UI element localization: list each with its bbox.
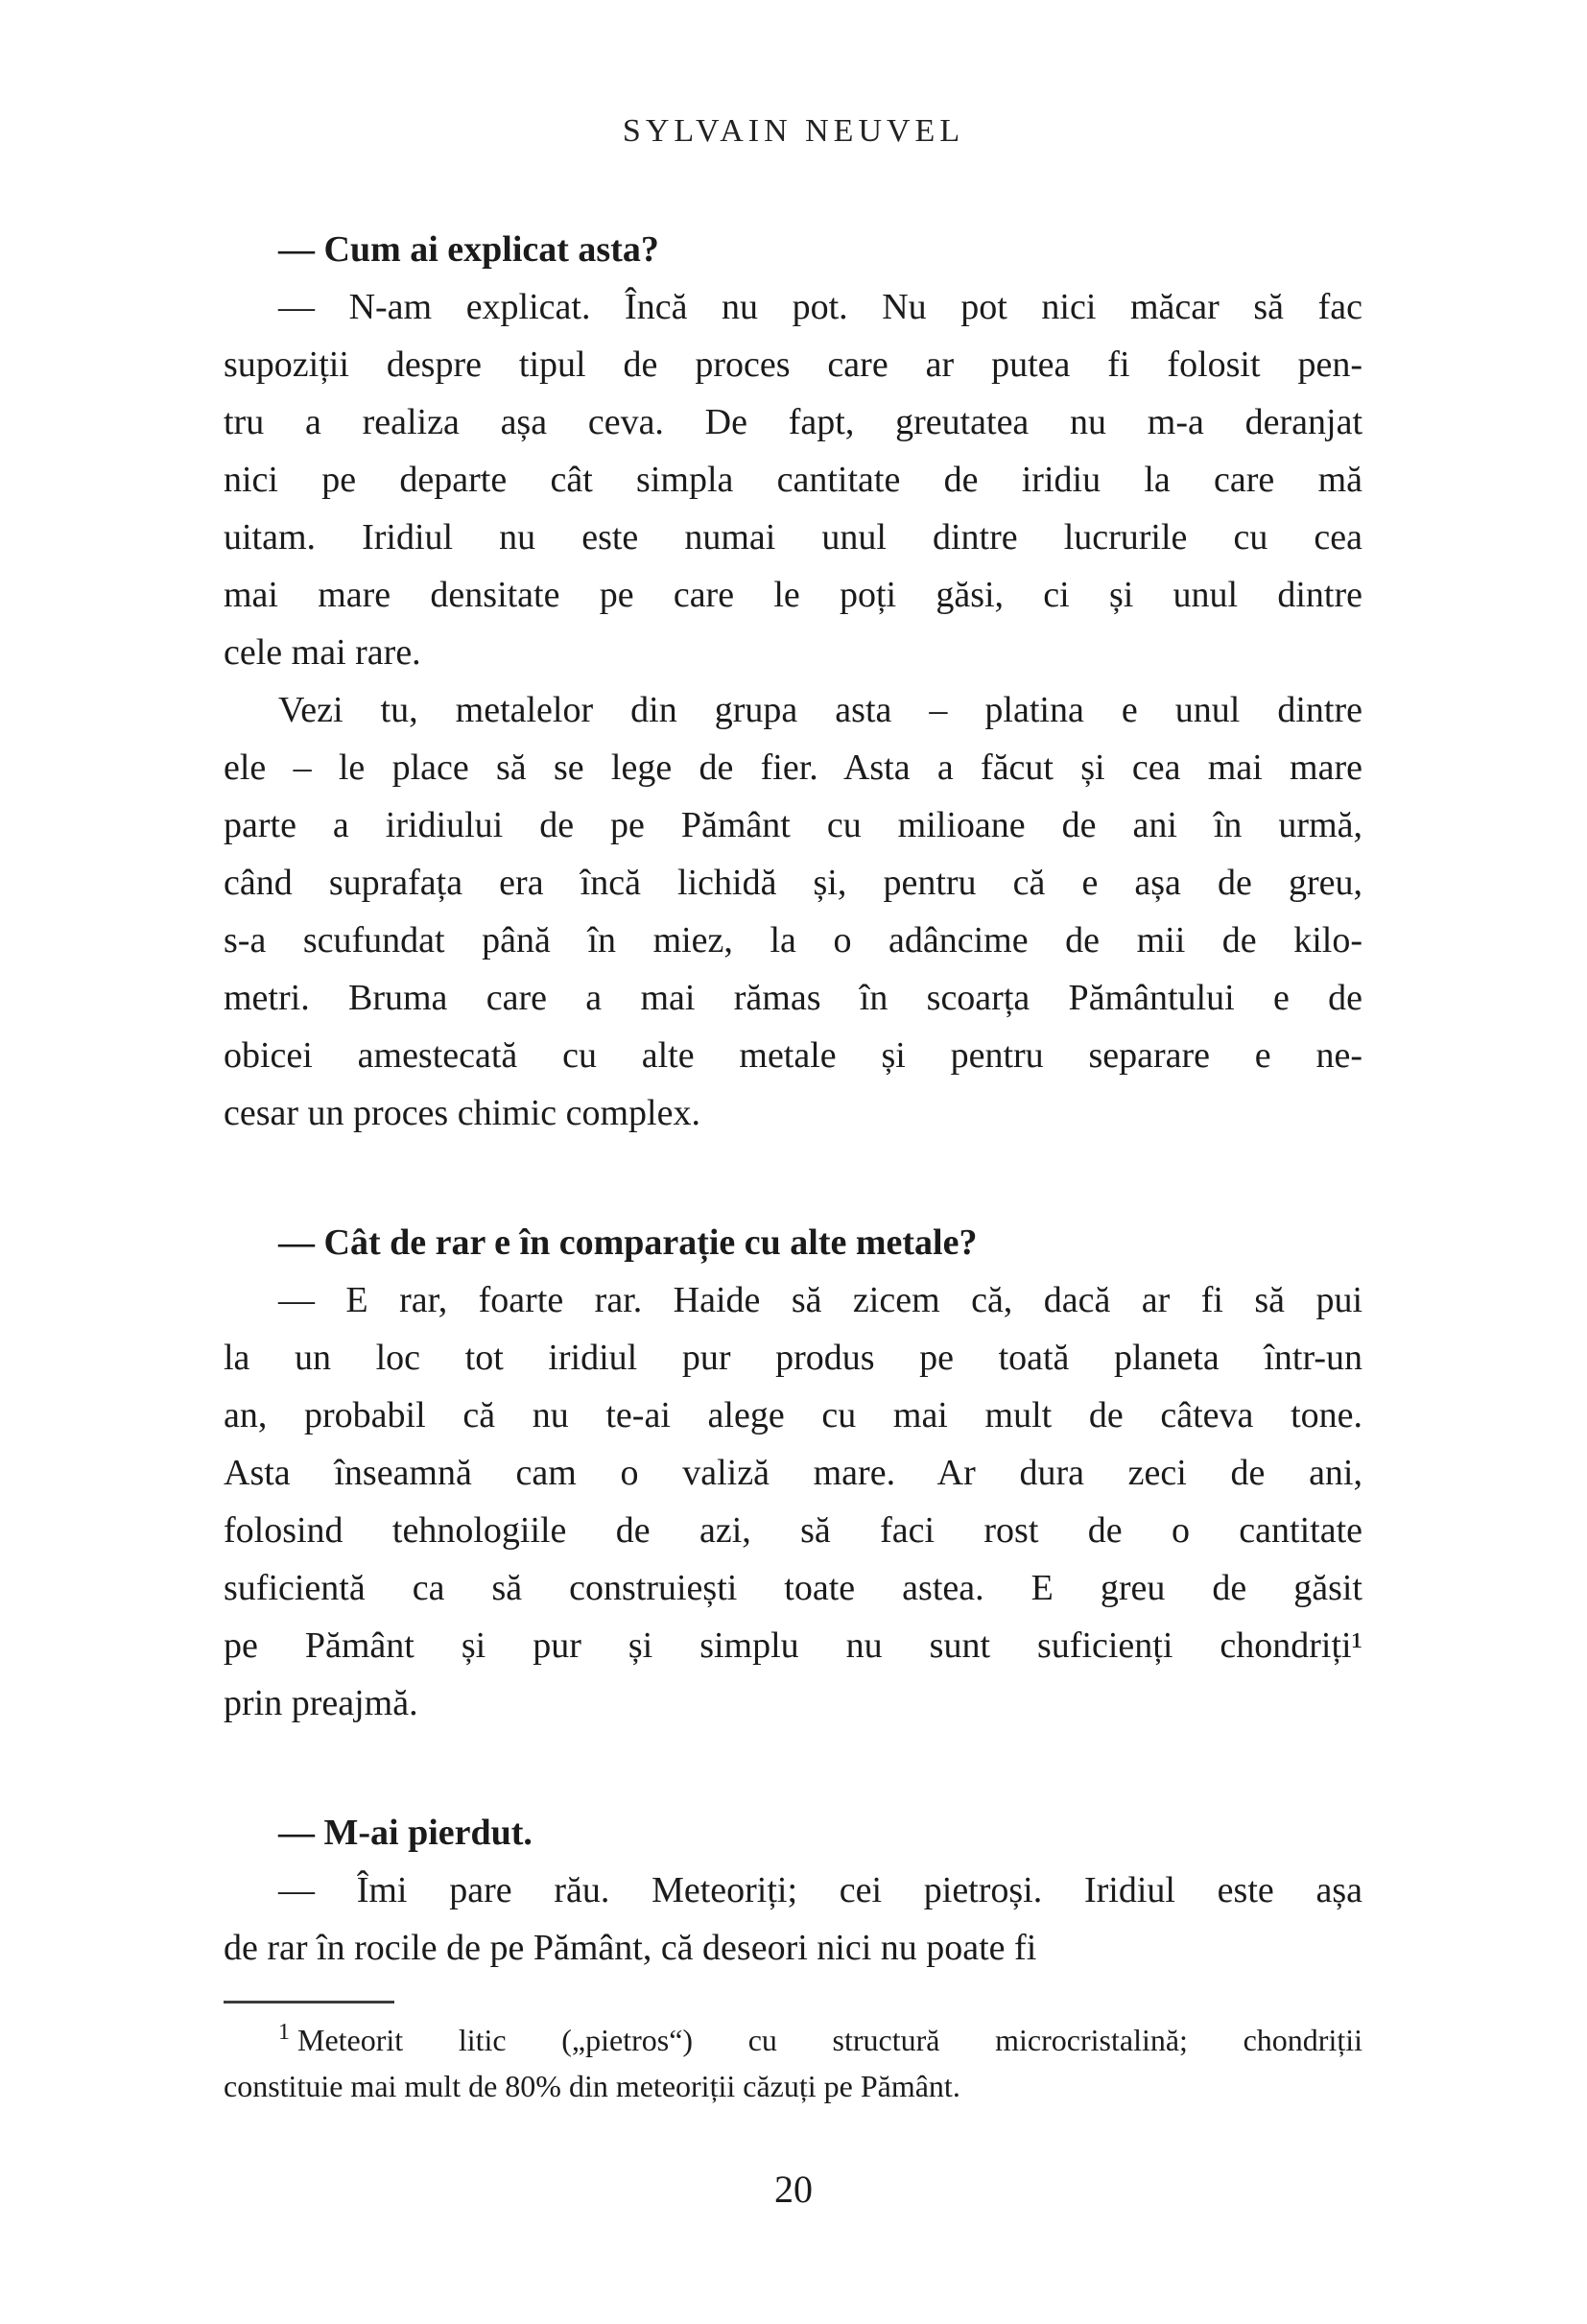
text-line: — N-am explicat. Încă nu pot. Nu pot nici măcar să fac (278, 287, 1362, 327)
text-line: ele – le place să se lege de fier. Asta a făcut și cea mai mare (224, 747, 1362, 788)
dialogue-heading-line: — M-ai pierdut. (278, 1813, 533, 1853)
text-line: la un loc tot iridiul pur produs pe toată planeta într-un (224, 1338, 1362, 1378)
text-line: tru a realiza așa ceva. De fapt, greutatea nu m-a deranjat (224, 402, 1362, 442)
text-line: nici pe departe cât simpla cantitate de iridiu la care mă (224, 460, 1362, 500)
dialogue-heading-line: — Cum ai explicat asta? (278, 229, 659, 270)
text-line: cele mai rare. (224, 632, 421, 673)
text-line: prin preajmă. (224, 1683, 418, 1723)
footnote-rule (224, 2001, 394, 2004)
dialogue-heading-line: — Cât de rar e în comparație cu alte metale? (278, 1222, 978, 1263)
text-line: — E rar, foarte rar. Haide să zicem că, dacă ar fi să pui (278, 1280, 1362, 1320)
footnote-line: constituie mai mult de 80% din meteoriții căzuți pe Pământ. (224, 2069, 960, 2103)
text-line: — Îmi pare rău. Meteoriți; cei pietroși. Iridiul este așa (278, 1870, 1362, 1910)
text-block (224, 221, 1362, 1977)
text-line: metri. Bruma care a mai rămas în scoarța Pământului e de (224, 978, 1362, 1018)
text-line: supoziții despre tipul de proces care ar putea fi folosit pen- (224, 344, 1362, 385)
text-line: Asta înseamnă cam o valiză mare. Ar dura zeci de ani, (224, 1453, 1362, 1493)
text-line: s-a scufundat până în miez, la o adâncime de mii de kilo- (224, 920, 1362, 960)
footnote (224, 2001, 1362, 2109)
text-line: pe Pământ și pur și simplu nu sunt suficienți chondriți¹ (224, 1625, 1362, 1666)
text-line: suficientă ca să construiești toate astea. E greu de găsit (224, 1568, 1362, 1608)
page-number: 20 (774, 2168, 813, 2211)
text-line: Vezi tu, metalelor din grupa asta – platina e unul dintre (278, 690, 1362, 730)
footnote-line (224, 2017, 1362, 2063)
running-header: SYLVAIN NEUVEL (622, 113, 965, 149)
text-line: uitam. Iridiul nu este numai unul dintre lucrurile cu cea (224, 517, 1362, 557)
text-line: parte a iridiului de pe Pământ cu milioane de ani în urmă, (224, 805, 1362, 845)
text-line: folosind tehnologiile de azi, să faci rost de o cantitate (224, 1510, 1362, 1551)
text-line: cesar un proces chimic complex. (224, 1093, 700, 1133)
text-line: de rar în rocile de pe Pământ, că deseori nici nu poate fi (224, 1928, 1037, 1968)
text-line: obicei amestecată cu alte metale și pentru separare e ne- (224, 1035, 1362, 1076)
text-line: an, probabil că nu te-ai alege cu mai mult de câteva tone. (224, 1395, 1362, 1435)
footnote-marker: 1 (278, 2020, 290, 2046)
footnote-text: Meteorit litic („pietros“) cu structură microcristalină; chondriții (297, 2023, 1362, 2057)
text-line: mai mare densitate pe care le poți găsi, ci și unul dintre (224, 575, 1362, 615)
text-line: când suprafața era încă lichidă și, pentru că e așa de greu, (224, 863, 1362, 903)
